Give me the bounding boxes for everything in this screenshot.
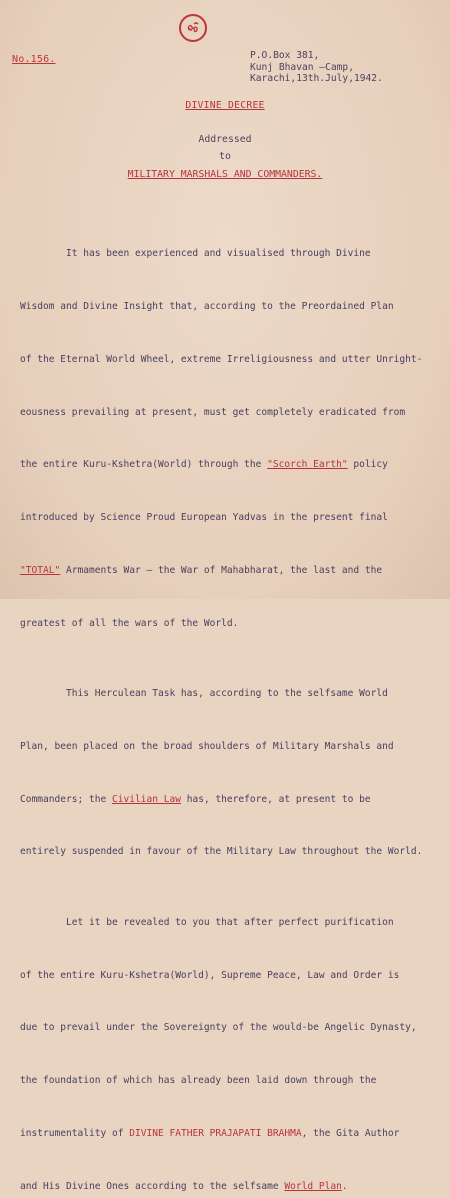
body-line: Wisdom and Divine Insight that, according to the Preordained Plan	[20, 300, 394, 312]
body-line: Plan, been placed on the broad shoulders of Military Marshals and	[20, 740, 394, 752]
body-line: "TOTAL" Armaments War — the War of Mahabharat, the last and the	[20, 564, 383, 576]
body-line: This Herculean Task has, according to the selfsame World	[20, 688, 388, 700]
sender-address	[250, 50, 383, 85]
body-line: eousness prevailing at present, must get completely eradicated from	[20, 406, 406, 418]
reference-number: No.156.	[12, 54, 56, 65]
body-line: It has been experienced and visualised through Divine	[20, 248, 371, 260]
body-line: and His Divine Ones according to the selfsame World Plan.	[20, 1180, 348, 1192]
to-label: to	[219, 151, 231, 162]
scorch-earth-text: "Scorch Earth"	[267, 459, 348, 471]
divine-father-text: DIVINE FATHER PRAJAPATI BRAHMA	[129, 1127, 302, 1139]
addressed-label: Addressed	[198, 134, 252, 145]
body-line: Let it be revealed to you that after perfect purification	[20, 916, 394, 928]
address-line: Karachi,13th.July,1942.	[250, 73, 383, 84]
body-line: due to prevail under the Sovereignty of the would-be Angelic Dynasty,	[20, 1022, 417, 1034]
body-line: instrumentality of DIVINE FATHER PRAJAPATI BRAHMA, the Gita Author	[20, 1127, 400, 1139]
total-text: "TOTAL"	[20, 564, 61, 576]
body-line: the entire Kuru-Kshetra(World) through the "Scorch Earth" policy	[20, 459, 388, 471]
body-line: of the Eternal World Wheel, extreme Irreligiousness and utter Unright-	[20, 353, 423, 365]
body-line: entirely suspended in favour of the Military Law throughout the World.	[20, 846, 423, 858]
body-line: the foundation of which has already been laid down through the	[20, 1075, 377, 1087]
address-line: Kunj Bhavan —Camp,	[250, 61, 354, 73]
civilian-law-text: Civilian Law	[111, 793, 181, 805]
address-line: P.O.Box 381,	[250, 50, 320, 61]
body-line: greatest of all the wars of the World.	[20, 617, 239, 629]
body-line: introduced by Science Proud European Yadvas in the present final	[20, 512, 388, 524]
letter-body	[20, 210, 445, 1198]
om-seal-icon	[179, 14, 207, 42]
body-line: of the entire Kuru-Kshetra(World), Supreme Peace, Law and Order is	[20, 969, 400, 981]
world-plan-text: World Plan	[284, 1180, 342, 1192]
recipients-heading: MILITARY MARSHALS AND COMMANDERS.	[127, 169, 323, 180]
document-heading: DIVINE DECREE	[185, 100, 265, 111]
body-line: Commanders; the Civilian Law has, therefore, at present to be	[20, 793, 371, 805]
